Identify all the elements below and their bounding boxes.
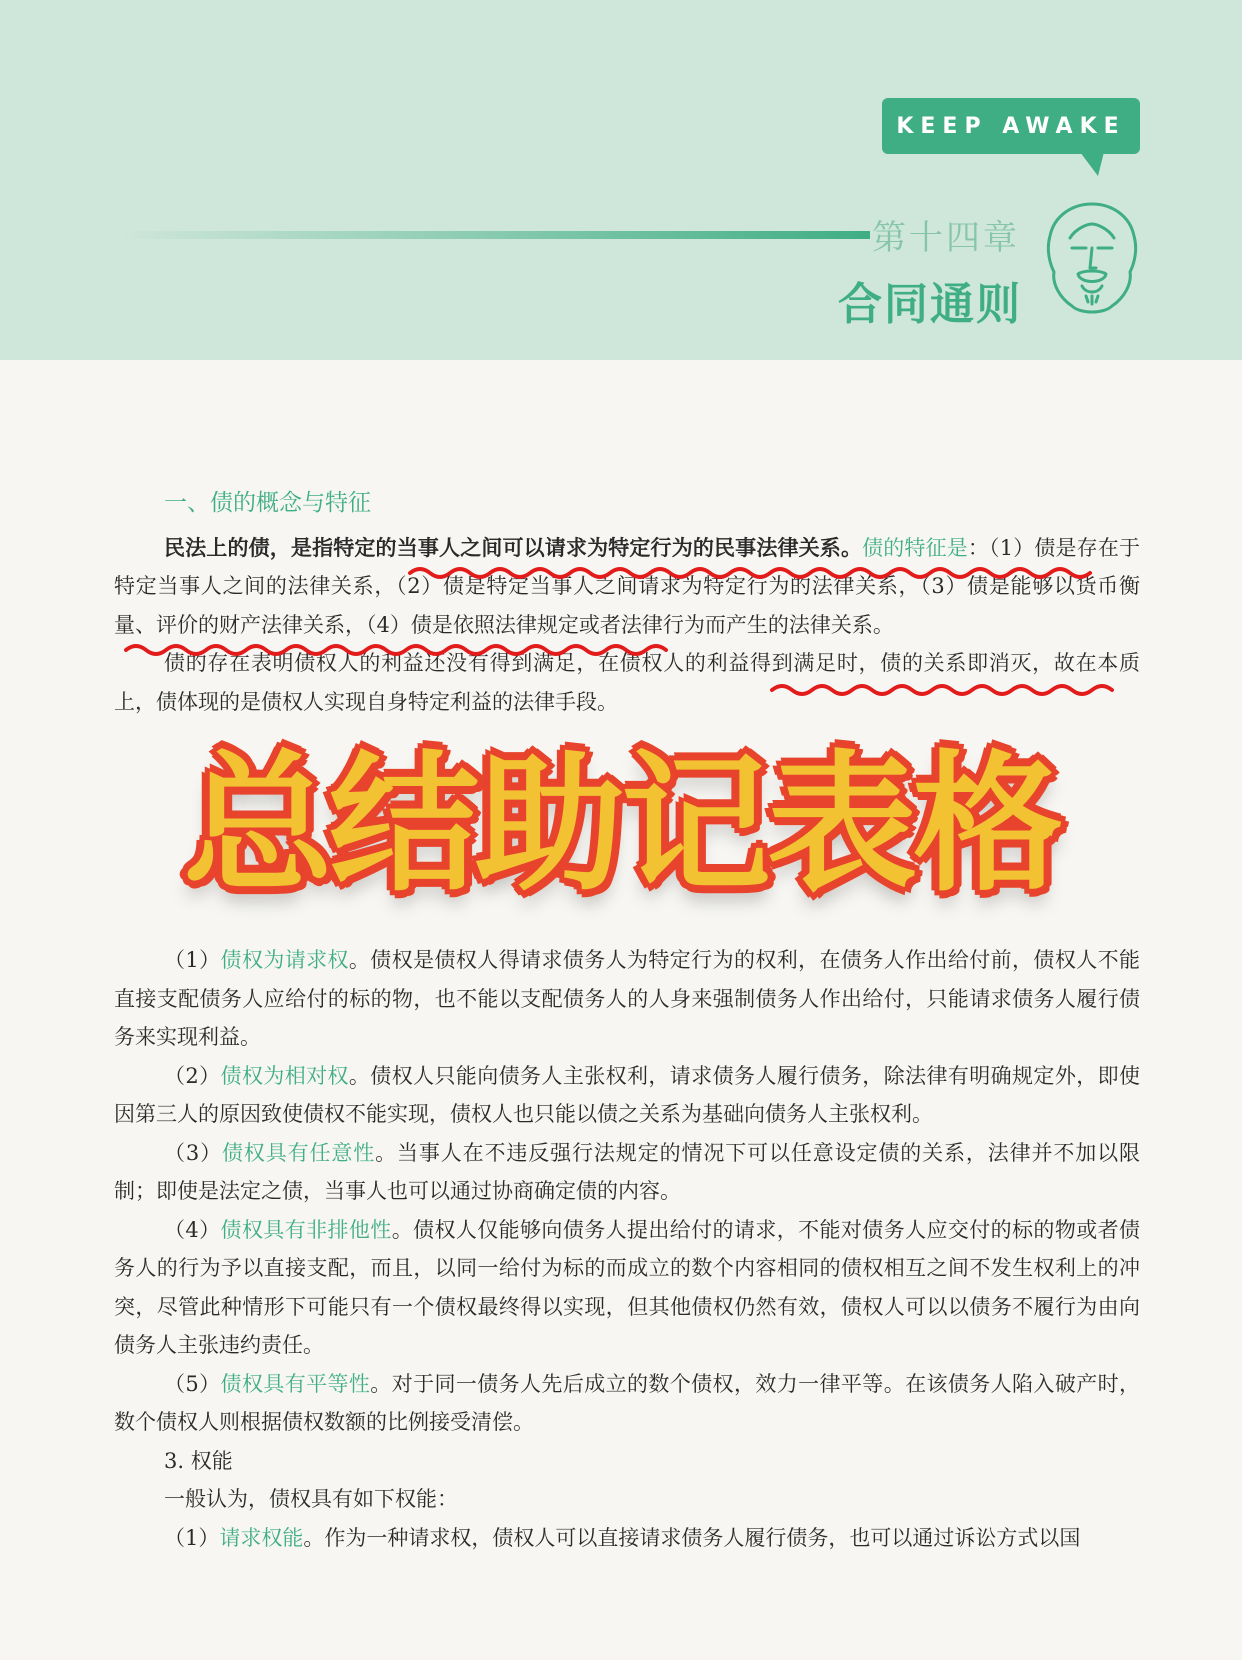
list-item xyxy=(114,1365,1140,1442)
list-item xyxy=(114,1211,1140,1365)
section-heading: 一、债的概念与特征 xyxy=(164,490,371,516)
paragraph-definition xyxy=(114,529,1140,645)
item-text: 。债权人仅能够向债务人提出给付的请求，不能对债务人应交付的标的物或者债务人的行为予以直接支配，而且，以同一给付为标的而成立的数个内容相同的债权相互之间不发生权利上的冲突，尽管此种情形下可能只有一个债权最终得以实现，但其他债权仍然有效，债权人可以以债务不履行为由向债务人主张违约责任。 xyxy=(114,1217,1141,1357)
item-title: 债权具有平等性 xyxy=(220,1371,371,1396)
item-title: 债权为请求权 xyxy=(220,948,349,972)
list-item xyxy=(114,1057,1140,1134)
definition-text: 民法上的债，是指特定的当事人之间可以请求为特定行为的民事法律关系。 xyxy=(164,535,863,560)
page-body xyxy=(114,484,1140,1557)
item-title: 请求权能 xyxy=(219,1525,304,1550)
item-text: 。债权是债权人得请求债务人为特定行为的权利，在债务人作出给付前，债权人不能直接支配债务人应给付的标的物，也不能以支配债务人的人身来强制债务人作出给付，只能请求债务人履行债务来实现利益。 xyxy=(114,948,1141,1049)
item-number: （2） xyxy=(164,1063,221,1088)
item-text: 。作为一种请求权，债权人可以直接请求债务人履行债务，也可以通过诉讼方式以国 xyxy=(303,1525,1081,1550)
item-text: 。债权人只能向债务人主张权利，请求债务人履行债务，除法律有明确规定外，即使因第三人的原因致使债权不能实现，债权人也只能以债之关系为基础向债务人主张权利。 xyxy=(114,1063,1141,1126)
features-text: ：（1）债是存在于特定当事人之间的法律关系，（2）债是特定当事人之间请求为特定行为的法律关系，（3）债是能够以货币衡量、评价的财产法律关系，（4）债是依照法律规定或者法律行为而产生的法律关系。 xyxy=(114,535,1140,637)
keep-awake-badge: KEEP AWAKE xyxy=(882,98,1140,154)
chapter-number: 第十四章 xyxy=(872,218,1020,258)
chapter-title: 合同通则 xyxy=(838,279,1022,330)
subsection-heading: 3. 权能 xyxy=(164,1448,233,1473)
item-title: 债权为相对权 xyxy=(220,1063,349,1088)
features-label: 债的特征是 xyxy=(862,535,968,560)
list-item xyxy=(114,1134,1140,1211)
item-number: （1） xyxy=(164,948,221,972)
item-number: （4） xyxy=(164,1217,221,1242)
badge-tail xyxy=(1080,152,1104,176)
subsection-intro: 一般认为，债权具有如下权能： xyxy=(164,1487,458,1511)
paragraph-essence: 债的存在表明债权人的利益还没有得到满足，在债权人的利益得到满足时，债的关系即消灭，故在本质上，债体现的是债权人实现自身特定利益的法律手段。 xyxy=(114,651,1140,714)
item-number: （1） xyxy=(164,1525,220,1550)
item-title: 债权具有非排他性 xyxy=(220,1217,392,1242)
header-divider xyxy=(120,231,870,239)
list-item xyxy=(114,941,1140,1057)
item-text: 。当事人在不违反强行法规定的情况下可以任意设定债的关系，法律并不加以限制；即使是法定之债，当事人也可以通过协商确定债的内容。 xyxy=(114,1140,1140,1203)
item-number: （3） xyxy=(164,1140,222,1165)
mascot-icon xyxy=(1042,198,1142,322)
item-text: 。对于同一债务人先后成立的数个债权，效力一律平等。在该债务人陷入破产时，数个债权人则根据债权数额的比例接受清偿。 xyxy=(114,1371,1141,1434)
summary-banner: 总结助记表格 xyxy=(182,738,1059,912)
list-item xyxy=(114,1519,1140,1558)
item-number: （5） xyxy=(164,1371,221,1396)
item-title: 债权具有任意性 xyxy=(222,1140,376,1165)
